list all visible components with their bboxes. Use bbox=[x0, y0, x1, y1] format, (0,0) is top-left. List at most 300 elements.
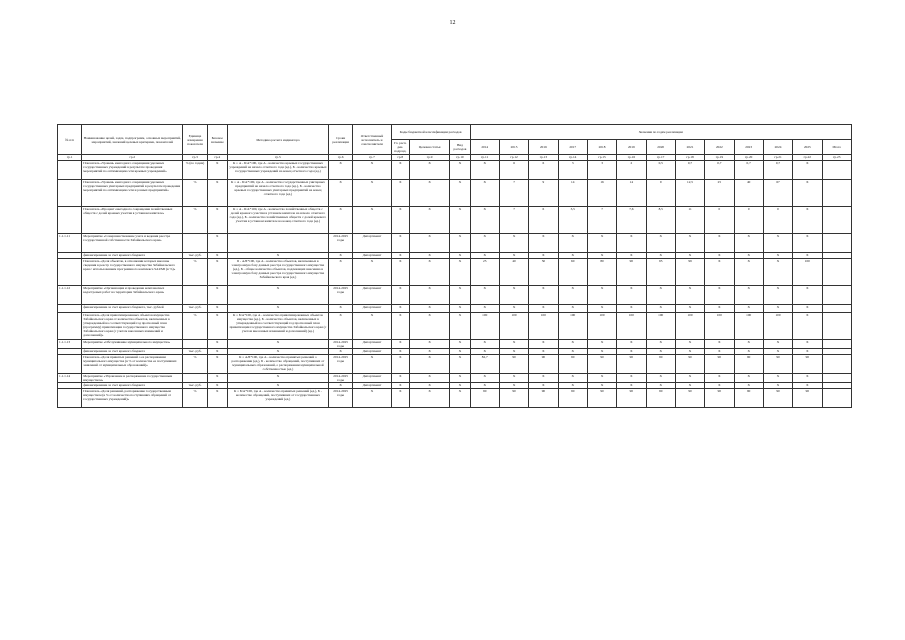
row-executor-cell: Департамент bbox=[353, 234, 391, 253]
row-kbk-cell: X bbox=[391, 340, 409, 349]
row-year-value-cell: X bbox=[763, 349, 792, 355]
row-period-cell: 2014-2025 годы bbox=[329, 234, 353, 253]
row-base-cell: X bbox=[207, 161, 227, 180]
row-year-value-cell: 0 bbox=[734, 207, 763, 234]
row-year-value-cell: X bbox=[470, 286, 499, 305]
row-year-value-cell: X bbox=[470, 161, 499, 180]
row-number-cell bbox=[58, 207, 82, 234]
row-period-cell: 2014-2025 годы bbox=[329, 389, 353, 408]
row-base-cell: X bbox=[207, 180, 227, 207]
row-total-cell bbox=[822, 313, 852, 340]
row-year-value-cell: X bbox=[529, 253, 558, 259]
header-name: Наименование целей, задач, подпрограмм, основных мероприятий, мероприятий, значений целевых критериев, показателей bbox=[82, 125, 183, 155]
row-year-value-cell: 100 bbox=[793, 259, 822, 286]
row-name-cell: Показатель «Доля объектов, в отношении которых внесены сведения в реестр государственного имущества Забайкальского края с использованием программного комплекса SAUMI (в %)» bbox=[82, 259, 183, 286]
row-executor-cell: X bbox=[353, 180, 391, 207]
column-number-cell: гр.13 bbox=[529, 155, 558, 161]
table-row bbox=[58, 161, 852, 180]
row-kbk-cell: X bbox=[409, 234, 449, 253]
row-total-cell bbox=[822, 161, 852, 180]
row-year-value-cell: 6 bbox=[529, 207, 558, 234]
table-row bbox=[58, 234, 852, 253]
row-year-value-cell: X bbox=[675, 286, 704, 305]
row-executor-cell: X bbox=[353, 259, 391, 286]
row-year-value-cell: 90 bbox=[646, 389, 675, 408]
row-unit-cell: % bbox=[183, 389, 207, 408]
row-year-value-cell: 12,5 bbox=[675, 180, 704, 207]
row-year-value-cell: X bbox=[558, 234, 587, 253]
row-number-cell: 1.1.1.12 bbox=[58, 286, 82, 305]
row-year-value-cell: X bbox=[705, 340, 734, 349]
row-year-value-cell: X bbox=[617, 383, 646, 389]
row-year-value-cell: X bbox=[646, 374, 675, 383]
row-kbk-cell: X bbox=[409, 207, 449, 234]
row-kbk-cell: X bbox=[409, 349, 449, 355]
row-year-value-cell: X bbox=[734, 286, 763, 305]
row-number-cell bbox=[58, 161, 82, 180]
row-name-cell: финансирование за счет краевого бюджета, тыс. рублей bbox=[82, 305, 183, 313]
row-year-value-cell: X bbox=[558, 286, 587, 305]
row-kbk-cell: X bbox=[450, 180, 470, 207]
row-executor-cell: Департамент bbox=[353, 253, 391, 259]
row-kbk-cell: X bbox=[450, 253, 470, 259]
row-year-value-cell: X bbox=[734, 234, 763, 253]
row-kbk-cell: X bbox=[409, 253, 449, 259]
row-method-cell: X bbox=[227, 286, 328, 305]
row-kbk-cell: X bbox=[391, 286, 409, 305]
header-base: Базовое значение bbox=[207, 125, 227, 155]
column-number-cell: гр.23 bbox=[822, 155, 852, 161]
row-year-value-cell: X bbox=[705, 234, 734, 253]
row-kbk-cell: X bbox=[450, 340, 470, 349]
row-method-cell: X bbox=[227, 349, 328, 355]
row-kbk-cell: X bbox=[409, 161, 449, 180]
row-year-value-cell: X bbox=[617, 286, 646, 305]
row-base-cell: X bbox=[207, 305, 227, 313]
row-year-value-cell: 11 bbox=[675, 207, 704, 234]
row-kbk-cell: X bbox=[409, 180, 449, 207]
header-executor: Ответственный исполнитель и соисполнители bbox=[353, 125, 391, 155]
row-method-cell: X bbox=[227, 253, 328, 259]
row-year-value-cell: X bbox=[763, 234, 792, 253]
row-kbk-cell: X bbox=[391, 207, 409, 234]
table-row bbox=[58, 259, 852, 286]
row-year-value-cell: X bbox=[675, 234, 704, 253]
row-year-value-cell: X bbox=[587, 286, 616, 305]
row-year-value-cell: 90 bbox=[734, 389, 763, 408]
row-kbk-cell: X bbox=[409, 259, 449, 286]
row-year-value-cell: 100 bbox=[499, 313, 528, 340]
header-year: 2024 bbox=[763, 140, 792, 155]
row-year-value-cell: X bbox=[617, 374, 646, 383]
row-year-value-cell: 60 bbox=[558, 259, 587, 286]
header-year: 2023 bbox=[734, 140, 763, 155]
row-unit-cell: % bbox=[183, 207, 207, 234]
column-number-cell: гр.14 bbox=[558, 155, 587, 161]
row-name-cell: Мероприятие «Управление и распоряжение государственным имуществом» bbox=[82, 374, 183, 383]
header-method: Методика расчета индикатора bbox=[227, 125, 328, 155]
row-year-value-cell: X bbox=[705, 286, 734, 305]
row-kbk-cell: X bbox=[450, 383, 470, 389]
row-period-cell: X bbox=[329, 259, 353, 286]
row-executor-cell: Департамент bbox=[353, 349, 391, 355]
row-method-cell: К = А - Б/А*100, где А - количество государственных унитарных предприятий на начало отчетного года (ед.), Б - количество краевых государственных унитарных предприятий на конец отчетного года (ед.) bbox=[227, 180, 328, 207]
row-period-cell: X bbox=[329, 313, 353, 340]
row-number-cell bbox=[58, 313, 82, 340]
row-year-value-cell: X bbox=[470, 234, 499, 253]
row-kbk-cell: X bbox=[391, 259, 409, 286]
row-kbk-cell: X bbox=[450, 305, 470, 313]
row-kbk-cell: X bbox=[409, 340, 449, 349]
row-base-cell: X bbox=[207, 253, 227, 259]
row-year-value-cell: X bbox=[734, 374, 763, 383]
row-unit-cell bbox=[183, 340, 207, 349]
row-year-value-cell: 90 bbox=[675, 355, 704, 374]
row-year-value-cell: 100 bbox=[529, 313, 558, 340]
row-kbk-cell: X bbox=[391, 389, 409, 408]
row-kbk-cell: X bbox=[450, 313, 470, 340]
header-years: Значения по годам реализации bbox=[470, 125, 851, 140]
row-year-value-cell: X bbox=[529, 286, 558, 305]
header-year: 2018 bbox=[587, 140, 616, 155]
row-year-value-cell: X bbox=[646, 234, 675, 253]
row-year-value-cell: 0,5 bbox=[646, 161, 675, 180]
row-total-cell bbox=[822, 207, 852, 234]
column-number-cell: гр.20 bbox=[734, 155, 763, 161]
row-year-value-cell: 90 bbox=[705, 355, 734, 374]
row-executor-cell: X bbox=[353, 207, 391, 234]
row-base-cell: X bbox=[207, 389, 227, 408]
row-year-value-cell: X bbox=[763, 374, 792, 383]
row-total-cell bbox=[822, 234, 852, 253]
row-kbk-cell: X bbox=[450, 355, 470, 374]
row-year-value-cell: X bbox=[499, 383, 528, 389]
row-unit-cell: % (по годам) bbox=[183, 161, 207, 180]
row-kbk-cell: X bbox=[391, 383, 409, 389]
row-year-value-cell: 95 bbox=[646, 259, 675, 286]
row-year-value-cell: X bbox=[529, 234, 558, 253]
row-kbk-cell: X bbox=[450, 161, 470, 180]
row-base-cell: X bbox=[207, 207, 227, 234]
row-period-cell: X bbox=[329, 305, 353, 313]
row-year-value-cell: 7 bbox=[499, 180, 528, 207]
row-year-value-cell: 90 bbox=[705, 389, 734, 408]
row-year-value-cell: X bbox=[558, 383, 587, 389]
row-year-value-cell: 90 bbox=[587, 389, 616, 408]
row-method-cell: X bbox=[227, 340, 328, 349]
row-year-value-cell: X bbox=[617, 234, 646, 253]
row-year-value-cell: X bbox=[705, 349, 734, 355]
row-unit-cell: тыс. руб. bbox=[183, 305, 207, 313]
row-year-value-cell: X bbox=[587, 383, 616, 389]
row-name-cell: Показатель «Уровень ежегодного сокращения удельных государственных учреждений в результате проведения мероприятий по оптимизации сети краевых учреждений» bbox=[82, 161, 183, 180]
row-year-value-cell: 90 bbox=[793, 355, 822, 374]
row-year-value-cell: 8,5 bbox=[646, 207, 675, 234]
header-period: Сроки реализации bbox=[329, 125, 353, 155]
row-year-value-cell: 90 bbox=[587, 355, 616, 374]
column-number-cell: гр.3 bbox=[183, 155, 207, 161]
row-total-cell bbox=[822, 389, 852, 408]
table-row bbox=[58, 374, 852, 383]
column-number-cell: гр.16 bbox=[617, 155, 646, 161]
row-kbk-cell: X bbox=[409, 286, 449, 305]
row-year-value-cell: 3 bbox=[587, 161, 616, 180]
row-year-value-cell: X bbox=[499, 340, 528, 349]
row-year-value-cell: 90 bbox=[675, 389, 704, 408]
row-year-value-cell: X bbox=[470, 207, 499, 234]
table-row bbox=[58, 305, 852, 313]
row-year-value-cell: 100 bbox=[646, 313, 675, 340]
column-number-cell: гр.22 bbox=[793, 155, 822, 161]
column-number-cell: гр.7 bbox=[353, 155, 391, 161]
row-year-value-cell: X bbox=[793, 180, 822, 207]
header-year: 2019 bbox=[617, 140, 646, 155]
header-year: 2022 bbox=[705, 140, 734, 155]
table-row bbox=[58, 355, 852, 374]
row-kbk-cell: X bbox=[450, 207, 470, 234]
row-year-value-cell: X bbox=[470, 374, 499, 383]
row-year-value-cell: X bbox=[793, 383, 822, 389]
program-table bbox=[57, 124, 852, 408]
row-year-value-cell: 90 bbox=[793, 389, 822, 408]
row-year-value-cell: X bbox=[617, 340, 646, 349]
row-period-cell: X bbox=[329, 349, 353, 355]
row-year-value-cell: X bbox=[675, 305, 704, 313]
column-number-cell: гр.2 bbox=[82, 155, 183, 161]
row-year-value-cell: 25 bbox=[705, 180, 734, 207]
header-kbk-sub: Гл. расп. ден. подразд. bbox=[391, 140, 409, 155]
row-base-cell: X bbox=[207, 383, 227, 389]
row-year-value-cell: X bbox=[499, 234, 528, 253]
row-number-cell bbox=[58, 355, 82, 374]
row-year-value-cell: X bbox=[646, 383, 675, 389]
header-num: № п/п bbox=[58, 125, 82, 155]
row-kbk-cell: X bbox=[391, 305, 409, 313]
row-year-value-cell: X bbox=[793, 374, 822, 383]
column-number-cell: гр.15 bbox=[587, 155, 616, 161]
table-row bbox=[58, 180, 852, 207]
row-year-value-cell: 3 bbox=[558, 161, 587, 180]
row-executor-cell: Департамент bbox=[353, 374, 391, 383]
column-number-cell: гр.6 bbox=[329, 155, 353, 161]
row-year-value-cell: 7 bbox=[587, 207, 616, 234]
row-period-cell: X bbox=[329, 253, 353, 259]
row-kbk-cell: X bbox=[450, 234, 470, 253]
row-method-cell: X bbox=[227, 383, 328, 389]
row-executor-cell: X bbox=[353, 313, 391, 340]
header-year: Итого bbox=[822, 140, 852, 155]
row-year-value-cell: X bbox=[470, 180, 499, 207]
row-year-value-cell: X bbox=[793, 253, 822, 259]
row-total-cell bbox=[822, 286, 852, 305]
row-name-cell: финансирование за счет краевого бюджета bbox=[82, 253, 183, 259]
row-kbk-cell: X bbox=[450, 349, 470, 355]
header-year: 2014 bbox=[470, 140, 499, 155]
row-kbk-cell: X bbox=[450, 259, 470, 286]
row-year-value-cell: 6 bbox=[499, 161, 528, 180]
row-year-value-cell: X bbox=[646, 305, 675, 313]
header-kbk: Коды бюджетной классификации расходов bbox=[391, 125, 470, 140]
row-year-value-cell: X bbox=[499, 349, 528, 355]
row-method-cell: К = А - Б/А*100, где А - количество хозяйственных обществ с долей краевого участия в уставном капитале на начало отчетного года (ед.), Б - количество хозяйственных обществ с долей краевого участия в уставном капитале на конец отчетного года (ед.) bbox=[227, 207, 328, 234]
row-name-cell: Показатель «Доля приватизированных объектов имущества Забайкальского края от количества объектов, включенных в утвержденный на соответствующий год прогнозный план (программу) приватизации государственного имущества Забайкальского края (с учетом внесенных изменений и дополнений)» bbox=[82, 313, 183, 340]
row-year-value-cell: 90 bbox=[558, 389, 587, 408]
row-name-cell: Мероприятие «Организация и проведение комплексных кадастровых работ на территории Забайкальского края» bbox=[82, 286, 183, 305]
row-year-value-cell: X bbox=[763, 340, 792, 349]
row-year-value-cell: 82,7 bbox=[470, 355, 499, 374]
row-year-value-cell: X bbox=[646, 253, 675, 259]
header-year: 2017 bbox=[558, 140, 587, 155]
row-year-value-cell: X bbox=[646, 340, 675, 349]
row-year-value-cell: X bbox=[763, 383, 792, 389]
column-number-cell: гр.17 bbox=[646, 155, 675, 161]
row-year-value-cell: 9 bbox=[646, 180, 675, 207]
row-name-cell: Показатель «Процент ежегодного сокращения хозяйственных обществ с долей краевых участия в уставном капитале» bbox=[82, 207, 183, 234]
row-year-value-cell: 100 bbox=[705, 313, 734, 340]
row-year-value-cell: X bbox=[675, 340, 704, 349]
row-name-cell: финансирование за счет краевого бюджета bbox=[82, 383, 183, 389]
table-row bbox=[58, 340, 852, 349]
row-year-value-cell: 0,7 bbox=[705, 161, 734, 180]
row-kbk-cell: X bbox=[409, 374, 449, 383]
row-method-cell: К = Б/А*100, где А - количество принятых решений (ед.), Б - количество обращений, поступивших от государственных учреждений (ед.) bbox=[227, 389, 328, 408]
row-year-value-cell: X bbox=[793, 207, 822, 234]
row-base-cell: X bbox=[207, 259, 227, 286]
row-year-value-cell: 7 bbox=[499, 207, 528, 234]
row-year-value-cell: 3,5 bbox=[558, 207, 587, 234]
header-year: 2015 bbox=[499, 140, 528, 155]
row-year-value-cell: 90 bbox=[617, 355, 646, 374]
row-executor-cell: Департамент bbox=[353, 305, 391, 313]
row-method-cell: Б - А/Б*100, где А - количество объектов, включенных в электронную базу данных реестра государственного имущества (ед.), Б - общее количество объектов, подлежащих внесению в электронную базу данных реестра государственного имущества Забайкальского края (ед.) bbox=[227, 259, 328, 286]
row-year-value-cell: X bbox=[587, 234, 616, 253]
column-number-cell: гр.21 bbox=[763, 155, 792, 161]
row-year-value-cell: X bbox=[529, 349, 558, 355]
row-executor-cell: X bbox=[353, 389, 391, 408]
row-year-value-cell: 100 bbox=[617, 313, 646, 340]
row-period-cell: X bbox=[329, 383, 353, 389]
row-unit-cell: % bbox=[183, 259, 207, 286]
page-number: 12 bbox=[449, 20, 456, 26]
row-total-cell bbox=[822, 374, 852, 383]
row-total-cell bbox=[822, 340, 852, 349]
row-year-value-cell: 100 bbox=[587, 313, 616, 340]
row-kbk-cell: X bbox=[391, 180, 409, 207]
row-year-value-cell: 90 bbox=[529, 355, 558, 374]
row-year-value-cell: 99 bbox=[675, 259, 704, 286]
row-name-cell: Показатель «Уровень ежегодного сокращения удельных государственных унитарных предприятий в результате проведения мероприятий по оптимизации сети и разных предприятий» bbox=[82, 180, 183, 207]
row-name-cell: Мероприятие «Обслуживание муниципального имущества» bbox=[82, 340, 183, 349]
row-year-value-cell: X bbox=[587, 340, 616, 349]
row-kbk-cell: X bbox=[450, 374, 470, 383]
row-year-value-cell: X bbox=[587, 253, 616, 259]
row-total-cell bbox=[822, 305, 852, 313]
column-number-cell: гр.10 bbox=[450, 155, 470, 161]
row-year-value-cell: X bbox=[763, 259, 792, 286]
row-year-value-cell: X bbox=[675, 349, 704, 355]
row-year-value-cell: 14 bbox=[617, 180, 646, 207]
row-year-value-cell: X bbox=[529, 305, 558, 313]
row-year-value-cell: X bbox=[705, 374, 734, 383]
row-year-value-cell: X bbox=[793, 349, 822, 355]
row-year-value-cell: X bbox=[793, 161, 822, 180]
row-year-value-cell: X bbox=[705, 305, 734, 313]
row-year-value-cell: X bbox=[499, 286, 528, 305]
table-row bbox=[58, 207, 852, 234]
row-unit-cell bbox=[183, 234, 207, 253]
row-year-value-cell: 90 bbox=[499, 389, 528, 408]
row-year-value-cell: 90 bbox=[617, 389, 646, 408]
row-year-value-cell: X bbox=[734, 305, 763, 313]
row-year-value-cell: X bbox=[763, 253, 792, 259]
row-year-value-cell: X bbox=[587, 305, 616, 313]
row-year-value-cell: X bbox=[587, 374, 616, 383]
row-year-value-cell: 40 bbox=[734, 180, 763, 207]
row-year-value-cell: X bbox=[675, 374, 704, 383]
row-kbk-cell: X bbox=[391, 253, 409, 259]
row-year-value-cell: X bbox=[734, 259, 763, 286]
row-kbk-cell: X bbox=[391, 313, 409, 340]
row-year-value-cell: 90 bbox=[499, 355, 528, 374]
row-year-value-cell: X bbox=[793, 305, 822, 313]
row-method-cell: X bbox=[227, 305, 328, 313]
row-year-value-cell: X bbox=[646, 286, 675, 305]
row-year-value-cell: X bbox=[470, 340, 499, 349]
row-kbk-cell: X bbox=[391, 349, 409, 355]
row-executor-cell: Департамент bbox=[353, 286, 391, 305]
row-unit-cell: % bbox=[183, 355, 207, 374]
row-unit-cell: тыс. руб. bbox=[183, 253, 207, 259]
row-unit-cell bbox=[183, 286, 207, 305]
row-period-cell: 2014-2025 годы bbox=[329, 355, 353, 374]
table-row bbox=[58, 389, 852, 408]
row-year-value-cell: X bbox=[529, 340, 558, 349]
row-number-cell bbox=[58, 389, 82, 408]
row-number-cell: 1.1.1.14 bbox=[58, 374, 82, 383]
column-number-cell: гр.9 bbox=[409, 155, 449, 161]
row-year-value-cell: X bbox=[617, 349, 646, 355]
header-year: 2016 bbox=[529, 140, 558, 155]
row-year-value-cell: 0,7 bbox=[734, 161, 763, 180]
row-name-cell: финансирование за счет краевого бюджета bbox=[82, 349, 183, 355]
row-year-value-cell: 100 bbox=[734, 313, 763, 340]
row-number-cell bbox=[58, 305, 82, 313]
header-year: 2021 bbox=[675, 140, 704, 155]
row-kbk-cell: X bbox=[391, 234, 409, 253]
column-number-cell: гр.1 bbox=[58, 155, 82, 161]
row-kbk-cell: X bbox=[450, 389, 470, 408]
row-year-value-cell: 100 bbox=[558, 313, 587, 340]
row-kbk-cell: X bbox=[391, 374, 409, 383]
row-year-value-cell: X bbox=[470, 383, 499, 389]
row-year-value-cell: 7,6 bbox=[617, 207, 646, 234]
row-year-value-cell: X bbox=[587, 349, 616, 355]
row-kbk-cell: X bbox=[409, 383, 449, 389]
row-year-value-cell: X bbox=[499, 305, 528, 313]
row-year-value-cell: X bbox=[705, 253, 734, 259]
row-executor-cell: X bbox=[353, 355, 391, 374]
row-year-value-cell: X bbox=[763, 305, 792, 313]
row-year-value-cell: X bbox=[734, 340, 763, 349]
header-unit: Единица измерения показателя bbox=[183, 125, 207, 155]
row-year-value-cell: X bbox=[558, 305, 587, 313]
row-year-value-cell: X bbox=[793, 234, 822, 253]
row-year-value-cell: X bbox=[734, 253, 763, 259]
row-method-cell: К = А - Б/А*100, где А - количество краевых государственных учреждений на начало отчетного года (ед.), Б - количество краевых государственных учреждений на конец отчетного года (ед.) bbox=[227, 161, 328, 180]
row-total-cell bbox=[822, 259, 852, 286]
row-year-value-cell: X bbox=[617, 253, 646, 259]
row-year-value-cell: 67 bbox=[763, 180, 792, 207]
